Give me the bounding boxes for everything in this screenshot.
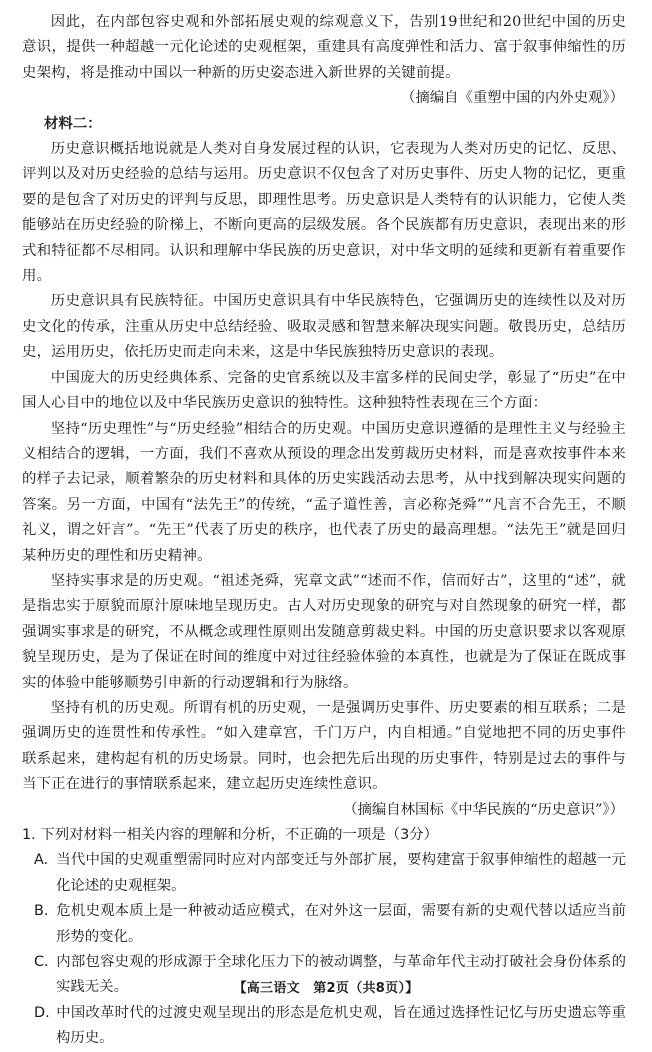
option-text: 内部包容史观的形成源于全球化压力下的被动调整，与革命年代主动打破社会身份体系的实践无关。 xyxy=(56,954,626,996)
option-text: 危机史观本质上是一种被动适应模式，在对外这一层面，需要有新的史观代替以适应当前形势的变化。 xyxy=(56,903,626,945)
paragraph: 中国庞大的历史经典体系、完备的史官系统以及丰富多样的民间史学，彰显了“历史”在中国人心目中的地位以及中华民族历史意识的独特性。这种独特性表现在三个方面： xyxy=(22,369,626,412)
paragraph: 历史意识概括地说就是人类对自身发展过程的认识，它表现为人类对历史的记忆、反思、评判以及对历史经验的总结与运用。历史意识不仅包含了对历史事件、历史人物的记忆，更重要的是包含了对历史的评判与反思，即理性思考。历史意识是人类特有的认识能力，它使人类能够站在历史经验的阶梯上，不断向更高的层级发展。各个民族都有历史意识，表现出来的形式和特征都不尽相同。认识和理解中华民族的历史意识，对中华文明的延续和更新有着重要作用。 xyxy=(22,141,626,285)
paragraph: 坚持“历史理性”与“历史经验”相结合的历史观。中国历史意识遵循的是理性主义与经验主义相结合的逻辑，一方面，我们不喜欢从预设的理念出发剪裁历史材料，而是喜欢按事件本来的样子去记录，顺着繁杂的历史材料和具体的历史实践活动去思考，从中找到解决现实问题的答案。另一方面，中国有“法先王”的传统，“孟子道性善，言必称尧舜”“凡言不合先王，不顺礼义，谓之奸言”。“先王”代表了历史的秩序，也代表了历史的最高理想。“法先王”就是回归某种历史的理性和历史精神。 xyxy=(22,420,626,564)
material2-body xyxy=(22,137,626,798)
source-citation: （摘编自《重塑中国的内外史观》） xyxy=(400,90,624,107)
option-letter: B. xyxy=(34,903,49,920)
paragraph: 坚持实事求是的历史观。“祖述尧舜，宪章文武”“述而不作，信而好古”，这里的“述”，就是指忠实于原貌而原汁原味地呈现历史。古人对历史现象的研究与对自然现象的研究一样，都强调实事求是的研究，不从概念或理性原则出发随意剪裁史料。中国的历史意识要求以客观原貌呈现历史，是为了保证在时间的维度中对过往经验体验的本真性，也就是为了保证在既成事实的体验中能够顺势引申新的行动逻辑和行为脉络。 xyxy=(22,572,626,691)
question-1 xyxy=(22,823,626,1052)
option-letter: C. xyxy=(34,954,49,971)
option-text: 当代中国的史观重塑需同时应对内部变迁与外部扩展，要构建富于叙事伸缩性的超越一元化论述的史观框架。 xyxy=(56,852,626,894)
material1-tail xyxy=(22,0,626,112)
paragraph: 历史意识具有民族特征。中国历史意识具有中华民族特色，它强调历史的连续性以及对历史文化的传承，注重从历史中总结经验、吸取灵感和智慧来解决现实问题。敬畏历史，总结历史，运用历史，依托历史而走向未来，这是中华民族独特历史意识的表现。 xyxy=(22,293,626,361)
option-d xyxy=(22,1001,626,1052)
question-stem: 1. 下列对材料一相关内容的理解和分析，不正确的一项是（3分） xyxy=(22,827,439,843)
option-text: 中国改革时代的过渡史观呈现出的形态是危机史观，旨在通过选择性记忆与历史遗忘等重构历史。 xyxy=(56,1004,626,1047)
option-b xyxy=(22,899,626,950)
option-letter: D. xyxy=(34,1004,50,1021)
paragraph: 坚持有机的历史观。所谓有机的历史观，一是强调历史事件、历史要素的相互联系；二是强调历史的连贯性和传承性。“如入建章宫，千门万户，内自相通。”自觉地把不同的历史事件联系起来，建构起有机的历史场景。同时，也会把先后出现的历史事件，特别是过去的事件与当下正在进行的事情联系起来，建立起历史连续性意识。 xyxy=(22,699,626,793)
option-a xyxy=(22,848,626,899)
page-footer: 【高三语文 第2页（共8页）】 xyxy=(233,981,419,996)
source-citation: （摘编自林国标《中华民族的“历史意识”》） xyxy=(343,801,624,818)
material-heading: 材料二： xyxy=(44,115,102,132)
option-letter: A. xyxy=(34,852,49,869)
paragraph: 因此，在内部包容史观和外部拓展史观的综观意义下，告别19世纪和20世纪中国的历史意识，提供一种超越一元化论述的史观框架，重建具有高度弹性和活力、富于叙事伸缩性的历史架构，将是推动中国以一种新的历史姿态进入新世界的关键前提。 xyxy=(22,14,626,81)
